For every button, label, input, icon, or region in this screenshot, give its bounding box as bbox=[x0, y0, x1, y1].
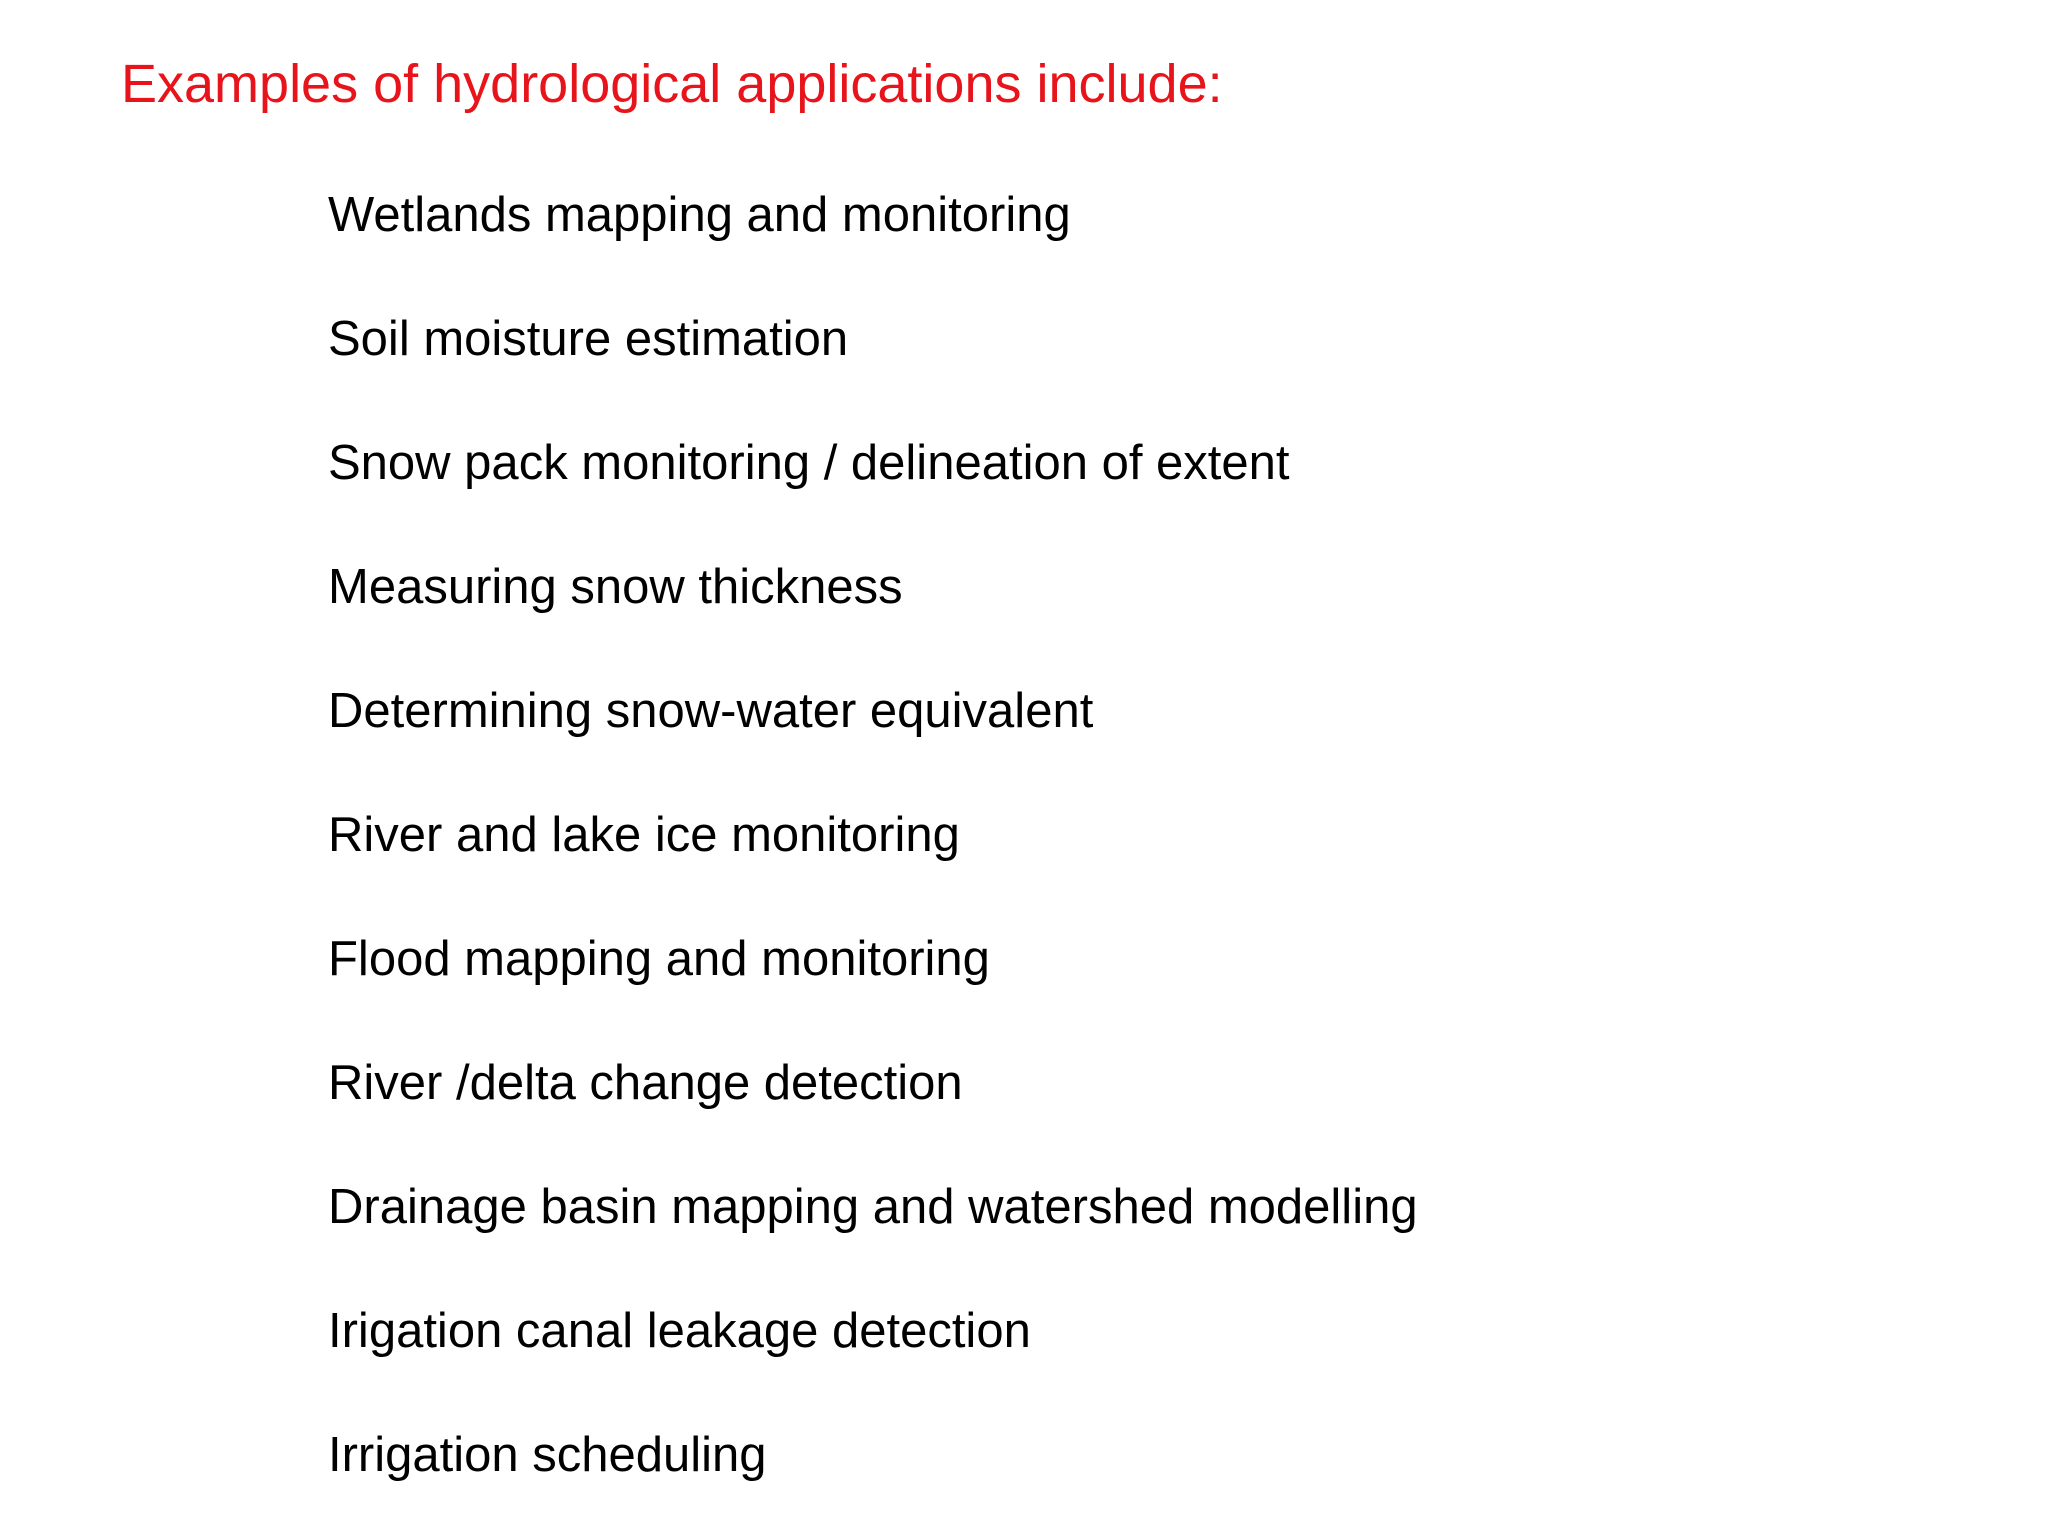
list-item: Drainage basin mapping and watershed modelling bbox=[328, 1180, 1418, 1234]
list-item: Snow pack monitoring / delineation of extent bbox=[328, 436, 1290, 490]
list-item: Determining snow-water equivalent bbox=[328, 684, 1094, 738]
list-item: River and lake ice monitoring bbox=[328, 808, 960, 862]
applications-list bbox=[328, 185, 1418, 1485]
list-item: River /delta change detection bbox=[328, 1056, 963, 1110]
list-item: Irigation canal leakage detection bbox=[328, 1304, 1031, 1358]
list-item: Wetlands mapping and monitoring bbox=[328, 188, 1071, 242]
list-item: Irrigation scheduling bbox=[328, 1428, 767, 1482]
list-item: Soil moisture estimation bbox=[328, 312, 849, 366]
list-item: Measuring snow thickness bbox=[328, 560, 903, 614]
list-item: Flood mapping and monitoring bbox=[328, 932, 990, 986]
slide-heading: Examples of hydrological applications include: bbox=[121, 54, 1223, 114]
